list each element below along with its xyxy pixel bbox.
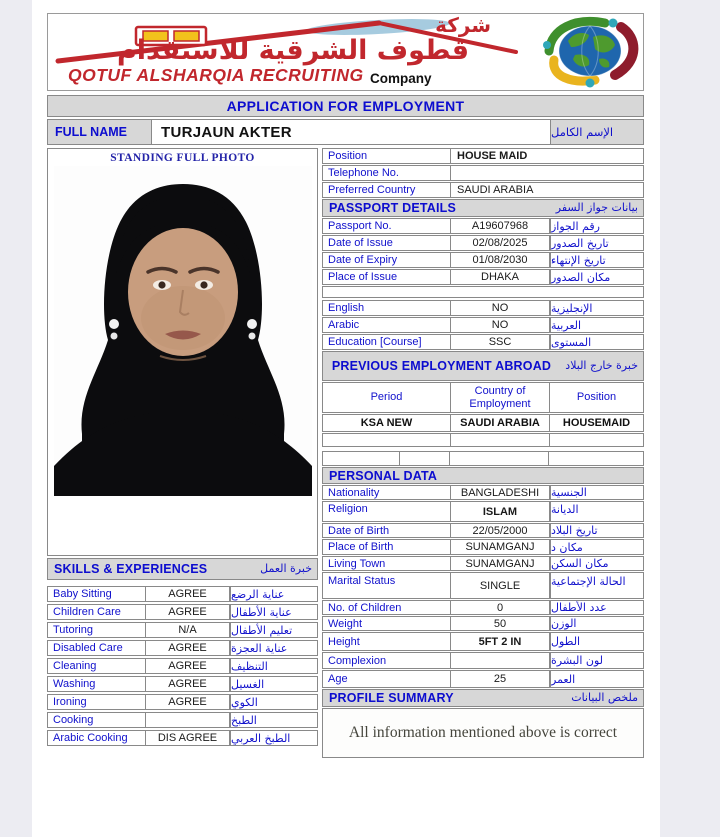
field-label-arabic: تاريخ الإنتهاء [550,253,643,267]
field-label-arabic: الكوي [230,695,317,709]
full-name-label-arabic: الإسم الكامل [550,120,643,144]
field-value: NO [451,318,550,332]
field-label-arabic: الغسيل [230,677,317,691]
photo-caption: STANDING FULL PHOTO [110,152,255,164]
field-label: Position [323,149,451,163]
employment-period: KSA NEW [323,415,451,431]
field-label-arabic: الحالة الإجتماعية [550,573,643,598]
field-label-arabic: العربية [550,318,643,332]
field-label-arabic: الطول [550,633,643,650]
skill-row-washing [47,676,318,692]
employment-header: PREVIOUS EMPLOYMENT ABROAD [331,359,552,373]
field-value: 0 [451,601,550,614]
field-label: Date of Expiry [323,253,451,267]
field-label: Complexion [323,653,451,668]
field-value: 02/08/2025 [451,236,550,250]
field-value: NO [451,301,550,315]
skill-row-children-care [47,604,318,620]
field-label: English [323,301,451,315]
field-label-arabic: مكان الصدور [550,270,643,284]
personal-header: PERSONAL DATA [329,468,438,483]
empty-cell [323,434,451,446]
full-name-label: FULL NAME [48,120,152,144]
nationality-row [322,485,644,500]
date-of-issue-row [322,235,644,251]
field-label-arabic: العمر [550,671,643,687]
section-header-passport [322,199,644,217]
field-value: AGREE [146,641,230,655]
date-of-expiry-row [322,252,644,268]
field-label-arabic: المستوى [550,335,643,349]
company-name-english-line [68,65,432,86]
skills-header-arabic: خبرة العمل [260,561,312,575]
field-label-arabic: الطبخ العربي [230,731,317,745]
position-row [322,148,644,164]
profile-header-arabic: ملخص البيانات [571,690,638,704]
section-header-profile [322,689,644,707]
profile-header: PROFILE SUMMARY [329,691,454,705]
column-header-period: Period [323,383,451,412]
field-value: DHAKA [451,270,550,284]
field-label: Place of Issue [323,270,451,284]
preferred-country-row [322,182,644,198]
field-value: AGREE [146,659,230,673]
field-label: Tutoring [48,623,146,637]
field-label-arabic: تاريخ البلاد [550,524,643,537]
left-column [47,148,318,746]
telephone-row [322,165,644,181]
empty-cell [400,452,450,465]
field-value: AGREE [146,677,230,691]
skill-row-disabled-care [47,640,318,656]
column-header-position: Position [576,391,617,404]
employment-row [322,414,644,432]
empty-cell [323,287,643,297]
form-title: APPLICATION FOR EMPLOYMENT [226,98,465,114]
field-value [146,713,230,727]
field-value: SSC [451,335,550,349]
field-value: DIS AGREE [146,731,230,745]
skills-header: SKILLS & EXPERIENCES [54,562,208,576]
field-label: Height [323,633,451,650]
application-form [47,13,644,758]
field-value: SUNAMGANJ [451,557,550,570]
field-label-arabic: مكان د [550,540,643,554]
field-label-arabic: الديانة [550,502,643,521]
field-label: Religion [323,502,451,521]
field-label: Place of Birth [323,540,451,554]
column-header-country: Country of Employment [451,383,550,412]
field-label-arabic: عناية الرضع [230,587,317,601]
company-name-arabic-small: شركة [435,13,491,37]
employment-header-arabic: خبرة خارج البلاد [565,358,638,372]
field-value: N/A [146,623,230,637]
spacer-row [322,286,644,298]
right-column [322,148,644,758]
field-label: Cooking [48,713,146,727]
weight-row [322,616,644,631]
field-label: Washing [48,677,146,691]
religion-row [322,501,644,522]
field-label-arabic: مكان السكن [550,557,643,570]
profile-summary-text: All information mentioned above is correct [348,724,618,741]
date-of-birth-row [322,523,644,538]
applicant-photo [54,166,312,496]
field-label: Date of Birth [323,524,451,537]
place-of-issue-row [322,269,644,285]
field-value: SAUDI ARABIA [457,184,534,196]
field-label: No. of Children [323,601,451,614]
empty-cell [451,434,550,446]
section-header-skills [47,558,318,580]
field-value: SINGLE [451,573,550,598]
empty-cell [450,452,549,465]
company-name-arabic: قطوف الشرقية للاستقدام [116,35,470,66]
globe-logo-icon [543,15,641,88]
field-label-arabic: التنظيف [230,659,317,673]
empty-cell [323,452,400,465]
field-value: HOUSE MAID [457,150,528,162]
passport-no-row [322,218,644,234]
field-label-arabic: عناية الأطفال [230,605,317,619]
field-label-arabic: الوزن [550,617,643,630]
passport-header-arabic: بيانات جواز السفر [555,200,638,214]
field-value: BANGLADESHI [451,486,550,499]
full-name-row [47,119,644,145]
passport-header: PASSPORT DETAILS [329,201,457,215]
skill-row-cooking [47,712,318,728]
field-label: Ironing [48,695,146,709]
field-label-arabic: الجنسية [550,486,643,499]
section-header-personal [322,467,644,484]
field-label: Date of Issue [323,236,451,250]
field-value [451,653,550,668]
company-banner [47,13,644,91]
document-page [32,0,660,837]
field-label: Weight [323,617,451,630]
arabic-row [322,317,644,333]
field-label: Passport No. [323,219,451,233]
field-label-arabic: لون البشرة [550,653,643,668]
skill-row-tutoring [47,622,318,638]
employment-position: HOUSEMAID [562,417,631,429]
company-name-english: QOTUF ALSHARQIA RECRUITING [68,65,364,85]
field-label: Education [Course] [323,335,451,349]
field-label-arabic: تعليم الأطفال [230,623,317,637]
field-label: Age [323,671,451,687]
height-row [322,632,644,651]
employment-empty-row [322,433,644,447]
education-row [322,334,644,350]
field-label: Living Town [323,557,451,570]
skill-row-baby-sitting [47,586,318,602]
field-label: Nationality [323,486,451,499]
field-label: Telephone No. [323,166,451,180]
field-label-arabic: الطبخ [230,713,317,727]
field-label-arabic: تاريخ الصدور [550,236,643,250]
empty-cell [550,434,643,446]
employment-column-headers [322,382,644,413]
company-name-suffix: Company [370,71,432,86]
field-value: AGREE [146,605,230,619]
field-label: Preferred Country [323,183,451,197]
field-value: A19607968 [451,219,550,233]
marital-status-row [322,572,644,599]
field-value: AGREE [146,695,230,709]
skill-row-cleaning [47,658,318,674]
field-value [451,166,643,180]
field-label: Cleaning [48,659,146,673]
field-value: 01/08/2030 [451,253,550,267]
place-of-birth-row [322,539,644,555]
age-row [322,670,644,688]
section-header-employment [322,351,644,381]
field-value: 5FT 2 IN [451,633,550,650]
field-value: 25 [451,671,550,687]
field-label: Arabic [323,318,451,332]
field-label: Children Care [48,605,146,619]
photo-box [47,148,318,556]
empty-cell [549,452,643,465]
field-label: Baby Sitting [48,587,146,601]
skill-row-arabic-cooking [47,730,318,746]
employment-empty-row-split [322,451,644,466]
profile-summary-box [322,708,644,758]
field-label-arabic: عدد الأطفال [550,601,643,614]
living-town-row [322,556,644,571]
field-label: Disabled Care [48,641,146,655]
full-name-value: TURJAUN AKTER [161,123,292,141]
field-value: 50 [451,617,550,630]
field-value: AGREE [146,587,230,601]
field-label-arabic: الإنجليزية [550,301,643,315]
children-row [322,600,644,615]
field-label: Marital Status [323,573,451,598]
field-label-arabic: عناية العجزة [230,641,317,655]
field-value: SUNAMGANJ [451,540,550,554]
field-value: ISLAM [451,502,550,521]
field-label-arabic: رقم الجواز [550,219,643,233]
english-row [322,300,644,316]
skill-row-ironing [47,694,318,710]
form-title-bar [47,95,644,117]
field-label: Arabic Cooking [48,731,146,745]
field-value: 22/05/2000 [451,524,550,537]
employment-country: SAUDI ARABIA [451,415,550,431]
complexion-row [322,652,644,669]
